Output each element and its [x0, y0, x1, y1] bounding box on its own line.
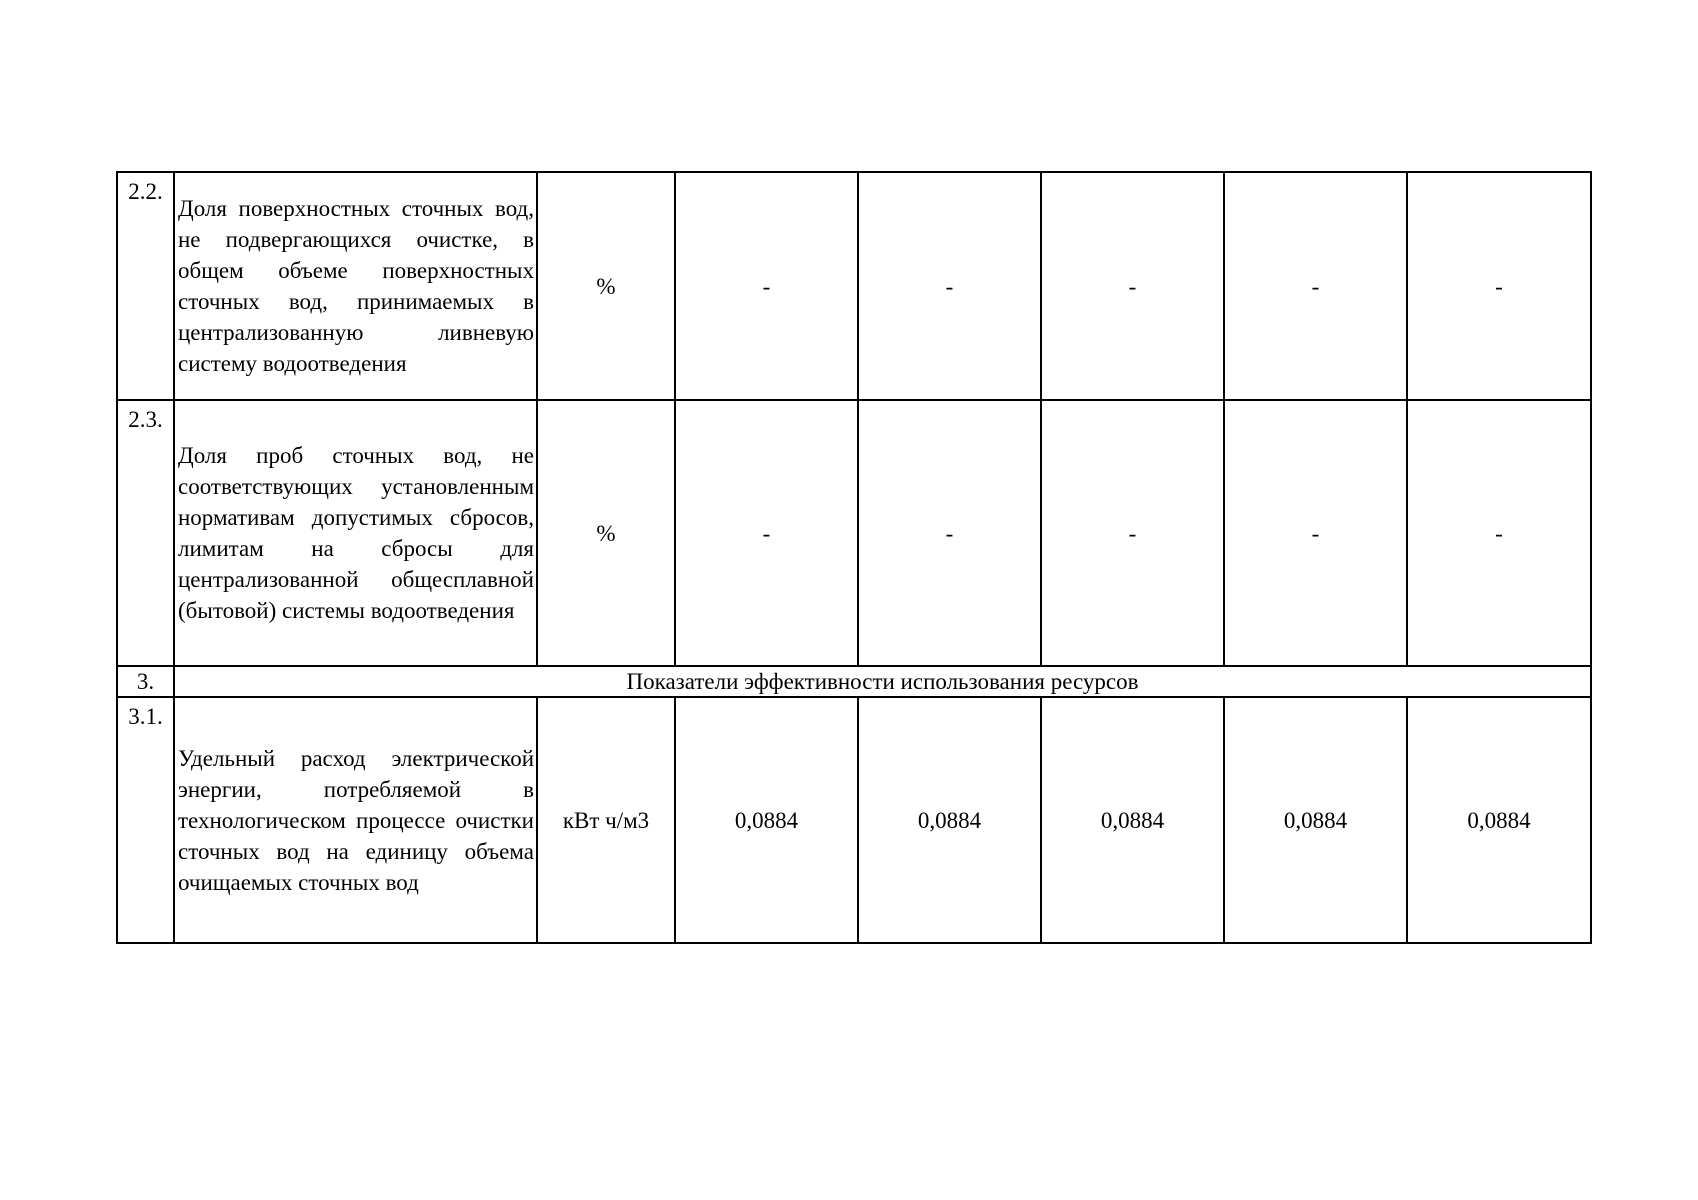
section-title: Показатели эффективности использования ресурсов [174, 666, 1591, 697]
table-row-2-2 [117, 172, 1591, 400]
indicator-description [174, 172, 537, 400]
value-cell: - [675, 400, 858, 666]
indicator-description [174, 697, 537, 943]
indicators-table [116, 171, 1592, 944]
value-cell: - [1224, 172, 1407, 400]
value-cell: - [1407, 400, 1591, 666]
section-number: 3. [117, 666, 174, 697]
value-cell: 0,0884 [1224, 697, 1407, 943]
row-number: 3.1. [117, 697, 174, 943]
value-cell: - [858, 400, 1041, 666]
value-cell: - [675, 172, 858, 400]
table-row-2-3 [117, 400, 1591, 666]
indicator-description-text: Удельный расход электрической энергии, потребляемой в технологическом процессе очистки сточных вод на единицу объема очищаемых сточных вод [178, 745, 534, 895]
unit-cell: % [537, 172, 675, 400]
unit-cell: кВт ч/м3 [537, 697, 675, 943]
indicator-description-text: Доля поверхностных сточных вод, не подвергающихся очистке, в общем объеме поверхностных сточных вод, принимаемых в централизованную ливневую систему водоотведения [178, 196, 534, 376]
indicator-description [174, 400, 537, 666]
row-number: 2.3. [117, 400, 174, 666]
value-cell: 0,0884 [1041, 697, 1224, 943]
value-cell: 0,0884 [675, 697, 858, 943]
value-cell: - [858, 172, 1041, 400]
table-row-3-1 [117, 697, 1591, 943]
table-section-row-3 [117, 666, 1591, 697]
value-cell: 0,0884 [858, 697, 1041, 943]
row-number: 2.2. [117, 172, 174, 400]
unit-cell: % [537, 400, 675, 666]
value-cell: - [1407, 172, 1591, 400]
value-cell: - [1041, 172, 1224, 400]
value-cell: - [1041, 400, 1224, 666]
value-cell: 0,0884 [1407, 697, 1591, 943]
value-cell: - [1224, 400, 1407, 666]
indicator-description-text: Доля проб сточных вод, не соответствующих установленным нормативам допустимых сбросов, лимитам на сбросы для централизованной общесплавной (бытовой) системы водоотведения [178, 443, 534, 623]
